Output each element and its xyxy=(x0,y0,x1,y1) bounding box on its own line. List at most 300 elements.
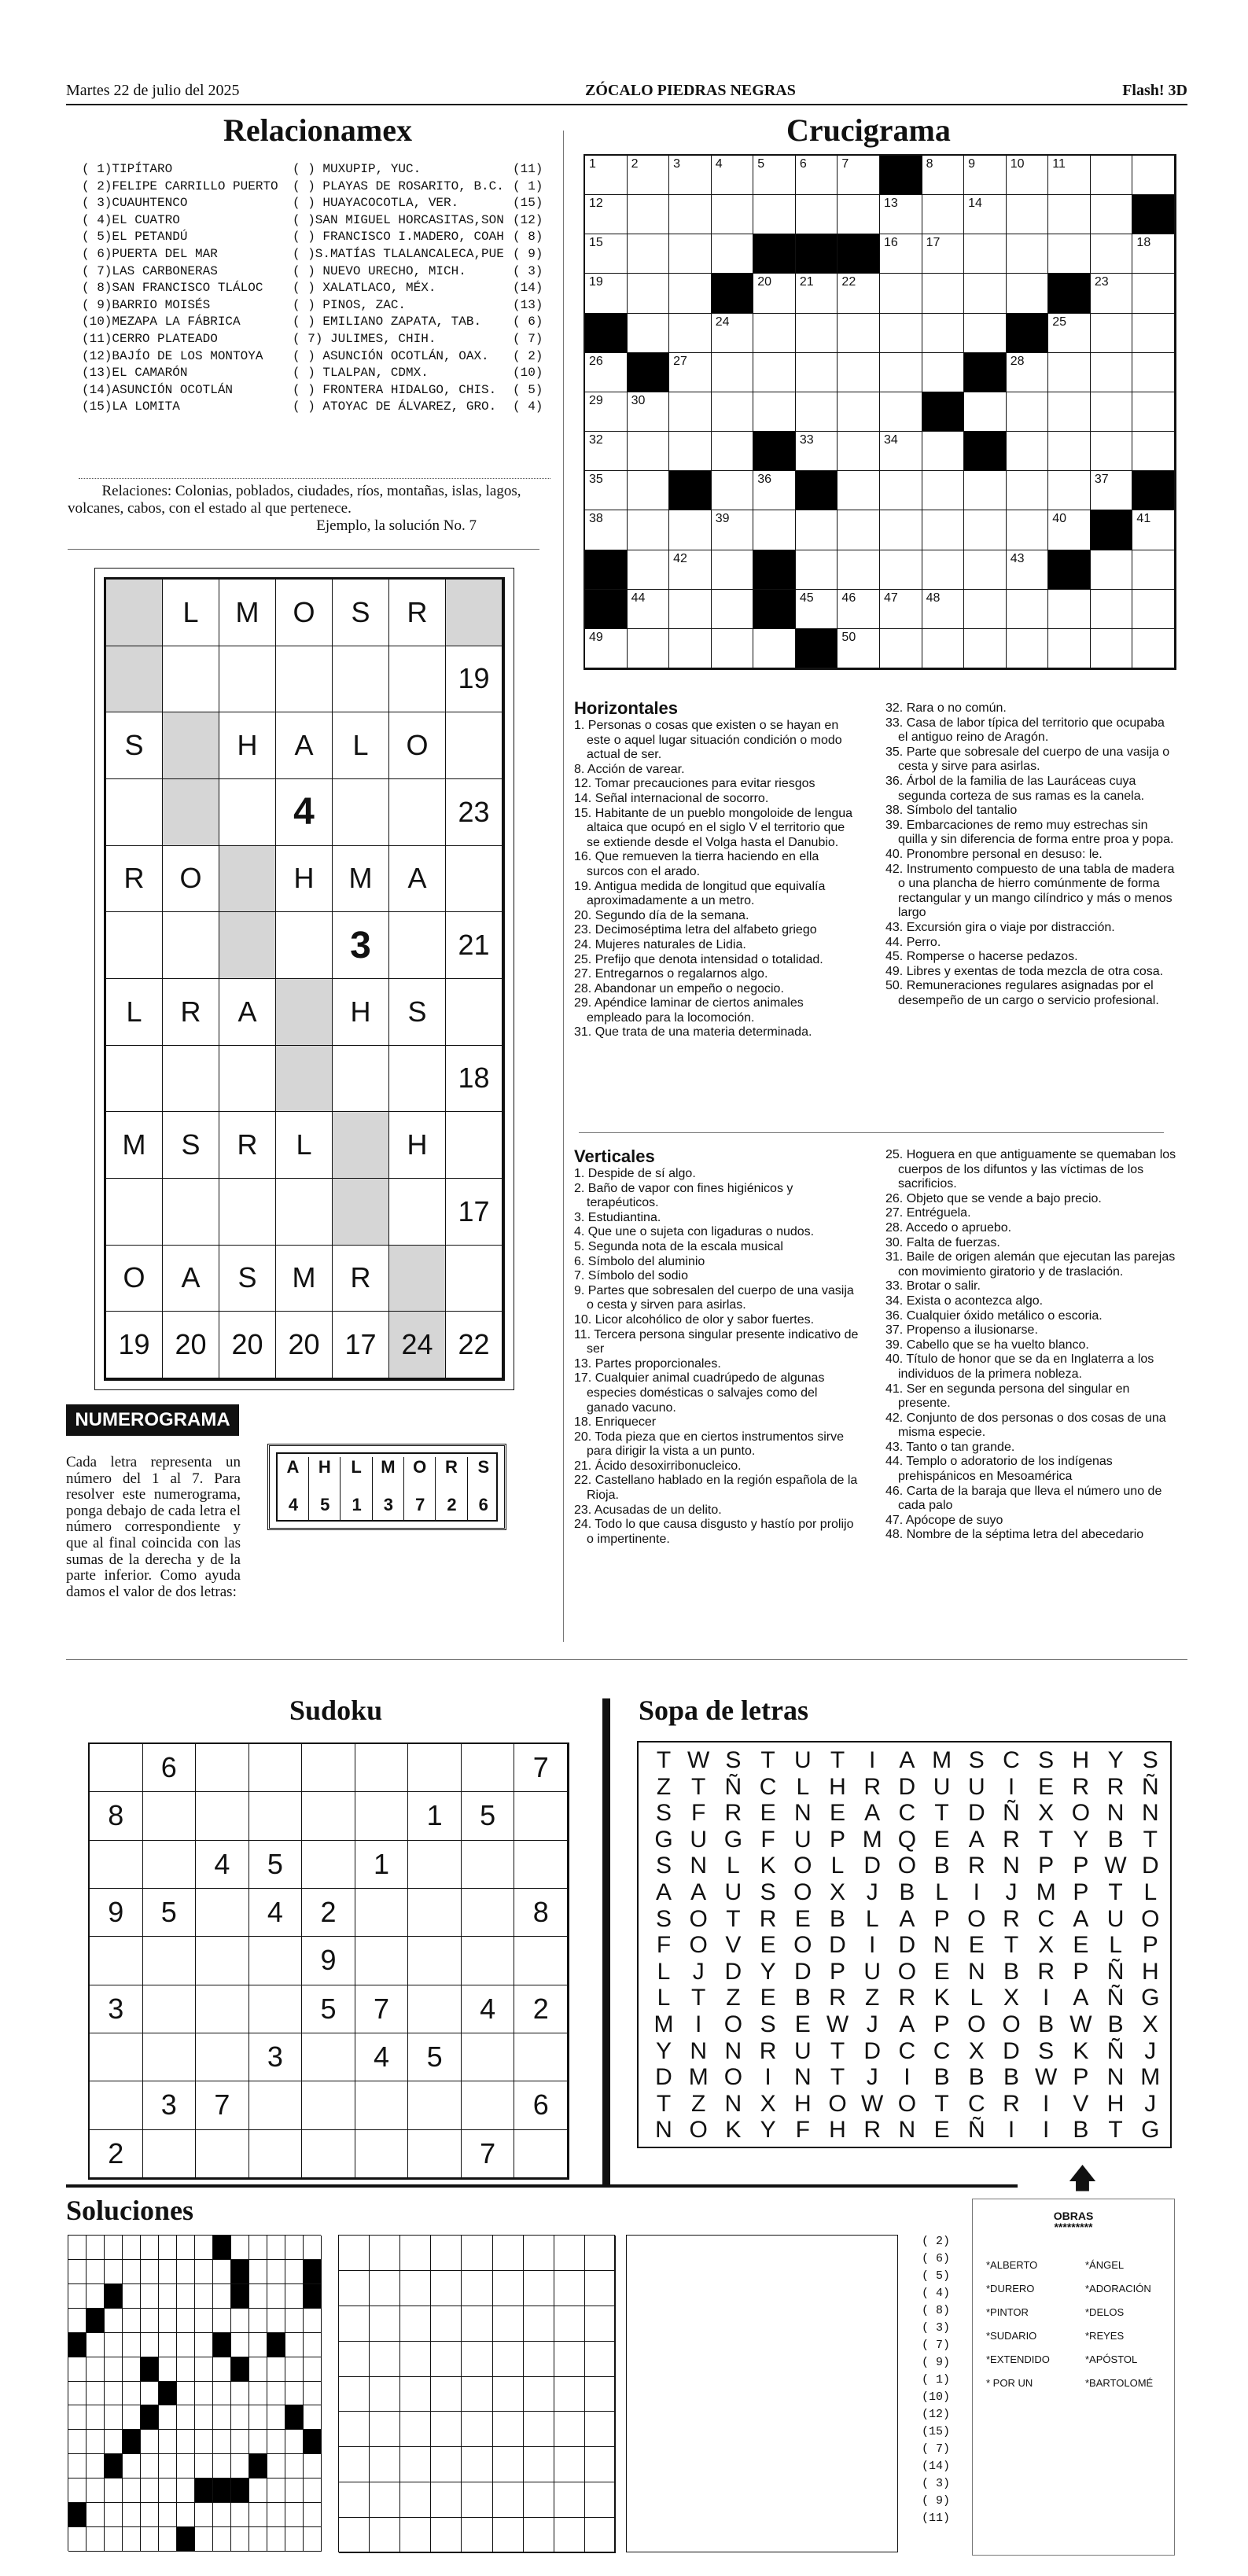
crossword-cell[interactable] xyxy=(1007,392,1049,432)
sudoku-cell[interactable] xyxy=(196,2033,249,2081)
wordsearch-letter[interactable]: X xyxy=(760,2090,776,2117)
wordsearch-letter[interactable]: I xyxy=(1043,2090,1050,2117)
wordsearch-letter[interactable]: L xyxy=(830,1853,845,1879)
wordsearch-letter[interactable]: C xyxy=(1037,1905,1055,1932)
wordsearch-letter[interactable]: U xyxy=(793,1826,812,1853)
wordsearch-letter[interactable]: U xyxy=(793,2037,812,2064)
numerograma-cell[interactable] xyxy=(219,1179,276,1246)
crossword-cell[interactable] xyxy=(628,471,670,510)
wordsearch-letter[interactable]: J xyxy=(1005,1879,1018,1905)
wordsearch-letter[interactable]: U xyxy=(690,1826,708,1853)
wordsearch-letter[interactable]: N xyxy=(967,1958,985,1985)
crossword-cell[interactable] xyxy=(585,392,628,432)
wordsearch-letter[interactable]: L xyxy=(1143,1879,1158,1905)
numerograma-cell[interactable] xyxy=(106,1179,163,1246)
crossword-cell[interactable] xyxy=(964,471,1007,510)
wordsearch-letter[interactable]: Ñ xyxy=(967,2117,985,2144)
crossword-cell[interactable] xyxy=(838,590,880,629)
wordsearch-letter[interactable]: D xyxy=(655,2064,672,2091)
wordsearch-letter[interactable]: S xyxy=(655,1905,672,1932)
crossword-cell[interactable] xyxy=(796,590,838,629)
wordsearch-letter[interactable]: B xyxy=(1038,2011,1055,2037)
crossword-cell[interactable] xyxy=(922,432,965,471)
crossword-cell[interactable] xyxy=(669,590,712,629)
wordsearch-letter[interactable]: A xyxy=(655,1879,672,1905)
wordsearch-letter[interactable]: R xyxy=(759,2037,777,2064)
crossword-cell[interactable] xyxy=(753,629,796,668)
wordsearch-letter[interactable]: K xyxy=(760,1853,776,1879)
sudoku-cell[interactable] xyxy=(302,2081,355,2129)
crossword-cell[interactable] xyxy=(669,234,712,274)
wordsearch-letter[interactable]: D xyxy=(829,1932,846,1959)
sudoku-cell[interactable] xyxy=(462,1937,515,1985)
wordsearch-letter[interactable]: K xyxy=(1073,2037,1089,2064)
crossword-cell[interactable] xyxy=(796,195,838,234)
crossword-cell[interactable] xyxy=(880,274,922,313)
wordsearch-letter[interactable]: N xyxy=(1003,1853,1020,1879)
sudoku-cell[interactable] xyxy=(514,1792,568,1840)
wordsearch-letter[interactable]: G xyxy=(723,1826,743,1853)
sudoku-cell[interactable] xyxy=(514,1937,568,1985)
wordsearch-letter[interactable]: R xyxy=(967,1853,985,1879)
wordsearch-letter[interactable]: X xyxy=(1003,1985,1019,2011)
wordsearch-letter[interactable]: Z xyxy=(656,1773,672,1800)
crossword-cell[interactable] xyxy=(669,432,712,471)
sudoku-cell[interactable] xyxy=(462,1889,515,1937)
wordsearch-letter[interactable]: L xyxy=(970,1985,984,2011)
sudoku-cell[interactable] xyxy=(355,1937,409,1985)
crossword-cell[interactable] xyxy=(628,234,670,274)
wordsearch-letter[interactable]: J xyxy=(866,1879,878,1905)
wordsearch-letter[interactable]: T xyxy=(830,2064,845,2091)
sudoku-cell[interactable] xyxy=(462,2033,515,2081)
wordsearch-letter[interactable]: A xyxy=(968,1826,985,1853)
wordsearch-letter[interactable]: X xyxy=(1038,1932,1055,1959)
sudoku-cell[interactable] xyxy=(355,1744,409,1792)
crossword-cell[interactable] xyxy=(922,353,965,392)
numerograma-cell[interactable] xyxy=(163,1046,219,1113)
wordsearch-letter[interactable]: O xyxy=(723,2064,743,2091)
wordsearch-letter[interactable]: P xyxy=(933,1905,950,1932)
wordsearch-letter[interactable]: O xyxy=(793,1932,812,1959)
crossword-cell[interactable] xyxy=(585,195,628,234)
wordsearch-letter[interactable]: G xyxy=(654,1826,673,1853)
crossword-cell[interactable] xyxy=(1007,274,1049,313)
wordsearch-letter[interactable]: T xyxy=(830,2037,845,2064)
wordsearch-letter[interactable]: W xyxy=(1035,2064,1058,2091)
wordsearch-letter[interactable]: I xyxy=(904,2064,911,2091)
crossword-cell[interactable] xyxy=(669,392,712,432)
wordsearch-letter[interactable]: I xyxy=(764,2064,771,2091)
crossword-cell[interactable] xyxy=(669,629,712,668)
crossword-cell[interactable] xyxy=(1132,550,1175,590)
wordsearch-letter[interactable]: A xyxy=(1073,1985,1089,2011)
wordsearch-letter[interactable]: T xyxy=(1039,1826,1054,1853)
wordsearch-letter[interactable]: T xyxy=(934,2090,949,2117)
wordsearch-letter[interactable]: T xyxy=(691,1985,706,2011)
crossword-cell[interactable] xyxy=(628,392,670,432)
crossword-cell[interactable] xyxy=(628,432,670,471)
wordsearch-letter[interactable]: T xyxy=(760,1747,775,1773)
wordsearch-letter[interactable]: T xyxy=(1143,1826,1158,1853)
crossword-cell[interactable] xyxy=(1091,314,1133,353)
sudoku-grid[interactable] xyxy=(88,1742,569,2180)
wordsearch-letter[interactable]: R xyxy=(1037,1958,1055,1985)
wordsearch-letter[interactable]: I xyxy=(1043,1985,1050,2011)
crossword-cell[interactable] xyxy=(669,353,712,392)
sudoku-cell[interactable] xyxy=(143,1792,197,1840)
wordsearch-letter[interactable]: O xyxy=(689,1905,708,1932)
numerograma-cell[interactable] xyxy=(389,1179,446,1246)
wordsearch-letter[interactable]: E xyxy=(829,1800,845,1827)
wordsearch-letter[interactable]: G xyxy=(1141,2117,1160,2144)
crossword-cell[interactable] xyxy=(1132,314,1175,353)
sudoku-cell[interactable] xyxy=(90,1937,143,1985)
crossword-cell[interactable] xyxy=(796,353,838,392)
wordsearch-letter[interactable]: D xyxy=(898,1932,916,1959)
sudoku-cell[interactable] xyxy=(90,2081,143,2129)
crossword-cell[interactable] xyxy=(796,314,838,353)
crossword-cell[interactable] xyxy=(880,550,922,590)
crossword-cell[interactable] xyxy=(712,353,754,392)
wordsearch-letter[interactable]: O xyxy=(897,2090,917,2117)
wordsearch-letter[interactable]: E xyxy=(760,1800,776,1827)
sudoku-cell[interactable] xyxy=(302,2033,355,2081)
wordsearch-letter[interactable]: O xyxy=(828,2090,847,2117)
crossword-cell[interactable] xyxy=(628,195,670,234)
crossword-cell[interactable] xyxy=(796,550,838,590)
crossword-cell[interactable] xyxy=(1048,314,1091,353)
numerograma-cell[interactable] xyxy=(389,1046,446,1113)
wordsearch-letter[interactable]: N xyxy=(690,2037,708,2064)
wordsearch-letter[interactable]: R xyxy=(759,1905,777,1932)
wordsearch-letter[interactable]: O xyxy=(793,1853,812,1879)
wordsearch-letter[interactable]: C xyxy=(967,2090,985,2117)
wordsearch-letter[interactable]: J xyxy=(866,2011,878,2037)
crossword-cell[interactable] xyxy=(964,629,1007,668)
crossword-cell[interactable] xyxy=(838,195,880,234)
crossword-cell[interactable] xyxy=(712,550,754,590)
sudoku-cell[interactable] xyxy=(196,1937,249,1985)
wordsearch-letter[interactable]: E xyxy=(794,1905,811,1932)
sudoku-cell[interactable] xyxy=(196,1792,249,1840)
wordsearch-letter[interactable]: S xyxy=(655,1800,672,1827)
wordsearch-letter[interactable]: T xyxy=(1108,2117,1123,2144)
sudoku-cell[interactable] xyxy=(249,2130,303,2178)
wordsearch-letter[interactable]: S xyxy=(760,2011,776,2037)
wordsearch-letter[interactable]: E xyxy=(1038,1773,1055,1800)
crossword-grid[interactable] xyxy=(584,154,1176,670)
wordsearch-letter[interactable]: O xyxy=(897,1958,917,1985)
wordsearch-letter[interactable]: U xyxy=(967,1773,985,1800)
wordsearch-letter[interactable]: D xyxy=(1003,2037,1020,2064)
crossword-cell[interactable] xyxy=(628,629,670,668)
wordsearch-letter[interactable]: N xyxy=(898,2117,916,2144)
numerograma-cell[interactable] xyxy=(276,646,333,713)
crossword-cell[interactable] xyxy=(838,432,880,471)
sudoku-cell[interactable] xyxy=(302,1744,355,1792)
wordsearch-letter[interactable]: O xyxy=(1002,2011,1021,2037)
crossword-cell[interactable] xyxy=(1132,234,1175,274)
crossword-cell[interactable] xyxy=(1007,432,1049,471)
crossword-cell[interactable] xyxy=(1048,156,1091,195)
wordsearch-letter[interactable]: B xyxy=(1107,2011,1124,2037)
wordsearch-letter[interactable]: P xyxy=(1073,2064,1089,2091)
wordsearch-letter[interactable]: X xyxy=(1142,2011,1158,2037)
crossword-cell[interactable] xyxy=(922,274,965,313)
crossword-cell[interactable] xyxy=(1048,629,1091,668)
sudoku-cell[interactable] xyxy=(408,1841,462,1889)
wordsearch-letter[interactable]: B xyxy=(1073,2117,1089,2144)
crossword-cell[interactable] xyxy=(1091,156,1133,195)
wordsearch-letter[interactable]: V xyxy=(725,1932,742,1959)
crossword-cell[interactable] xyxy=(628,510,670,550)
wordsearch-letter[interactable]: S xyxy=(1142,1747,1158,1773)
sudoku-cell[interactable] xyxy=(514,2130,568,2178)
wordsearch-letter[interactable]: L xyxy=(865,1905,879,1932)
numerograma-cell[interactable] xyxy=(163,912,219,979)
wordsearch-letter[interactable]: U xyxy=(1106,1905,1125,1932)
crossword-cell[interactable] xyxy=(1132,432,1175,471)
wordsearch-letter[interactable]: B xyxy=(794,1985,811,2011)
wordsearch-letter[interactable]: W xyxy=(826,2011,849,2037)
crossword-cell[interactable] xyxy=(1007,629,1049,668)
numerograma-cell[interactable] xyxy=(219,646,276,713)
crossword-cell[interactable] xyxy=(838,353,880,392)
wordsearch-letter[interactable]: D xyxy=(863,2037,882,2064)
wordsearch-letter[interactable]: R xyxy=(863,2117,882,2144)
wordsearch-letter[interactable]: E xyxy=(933,1958,950,1985)
crossword-cell[interactable] xyxy=(585,510,628,550)
wordsearch-letter[interactable]: K xyxy=(725,2117,742,2144)
crossword-cell[interactable] xyxy=(1132,629,1175,668)
wordsearch-letter[interactable]: H xyxy=(1141,1958,1159,1985)
numerograma-cell[interactable] xyxy=(333,646,389,713)
wordsearch-letter[interactable]: P xyxy=(1038,1853,1055,1879)
wordsearch-letter[interactable]: E xyxy=(933,1826,950,1853)
wordsearch-letter[interactable]: T xyxy=(726,1905,741,1932)
wordsearch-letter[interactable]: H xyxy=(1072,1747,1090,1773)
wordsearch-letter[interactable]: F xyxy=(691,1800,706,1827)
wordsearch-letter[interactable]: D xyxy=(898,1773,916,1800)
crossword-cell[interactable] xyxy=(712,510,754,550)
wordsearch-letter[interactable]: E xyxy=(933,2117,950,2144)
sudoku-cell[interactable] xyxy=(249,1792,303,1840)
crossword-cell[interactable] xyxy=(1007,510,1049,550)
crossword-cell[interactable] xyxy=(880,510,922,550)
crossword-cell[interactable] xyxy=(1048,590,1091,629)
wordsearch-letter[interactable]: I xyxy=(973,1879,980,1905)
sudoku-cell[interactable] xyxy=(355,2081,409,2129)
wordsearch-letter[interactable]: U xyxy=(933,1773,951,1800)
crossword-cell[interactable] xyxy=(1048,392,1091,432)
crossword-cell[interactable] xyxy=(964,195,1007,234)
numerograma-cell[interactable] xyxy=(219,1046,276,1113)
crossword-cell[interactable] xyxy=(1132,156,1175,195)
crossword-cell[interactable] xyxy=(585,353,628,392)
wordsearch-letter[interactable]: E xyxy=(968,1932,985,1959)
wordsearch-letter[interactable]: I xyxy=(695,2011,702,2037)
wordsearch-letter[interactable]: R xyxy=(1003,2090,1020,2117)
wordsearch-letter[interactable]: S xyxy=(725,1747,742,1773)
sudoku-cell[interactable] xyxy=(355,2130,409,2178)
numerograma-grid[interactable] xyxy=(104,577,505,1381)
wordsearch-letter[interactable]: N xyxy=(655,2117,672,2144)
crossword-cell[interactable] xyxy=(964,550,1007,590)
wordsearch-letter[interactable]: L xyxy=(727,1853,740,1879)
crossword-cell[interactable] xyxy=(753,195,796,234)
crossword-cell[interactable] xyxy=(838,156,880,195)
wordsearch-letter[interactable]: X xyxy=(1038,1800,1055,1827)
crossword-cell[interactable] xyxy=(796,392,838,432)
sudoku-cell[interactable] xyxy=(408,1985,462,2033)
numerograma-cell[interactable] xyxy=(333,1046,389,1113)
crossword-cell[interactable] xyxy=(796,156,838,195)
wordsearch-letter[interactable]: Y xyxy=(1073,1826,1089,1853)
crossword-cell[interactable] xyxy=(669,510,712,550)
crossword-cell[interactable] xyxy=(838,550,880,590)
crossword-cell[interactable] xyxy=(1132,510,1175,550)
wordsearch-letter[interactable]: Ñ xyxy=(1106,1958,1125,1985)
crossword-cell[interactable] xyxy=(712,234,754,274)
crossword-cell[interactable] xyxy=(880,629,922,668)
crossword-cell[interactable] xyxy=(1132,590,1175,629)
crossword-cell[interactable] xyxy=(669,274,712,313)
sudoku-cell[interactable] xyxy=(249,2081,303,2129)
wordsearch-letter[interactable]: R xyxy=(1003,1905,1020,1932)
wordsearch-letter[interactable]: B xyxy=(933,2064,950,2091)
wordsearch-letter[interactable]: Z xyxy=(691,2090,706,2117)
wordsearch-letter[interactable]: R xyxy=(898,1985,916,2011)
wordsearch-letter[interactable]: H xyxy=(1106,2090,1125,2117)
crossword-cell[interactable] xyxy=(838,392,880,432)
crossword-cell[interactable] xyxy=(669,314,712,353)
wordsearch-letter[interactable]: O xyxy=(897,1853,917,1879)
crossword-cell[interactable] xyxy=(753,274,796,313)
wordsearch-letter[interactable]: Q xyxy=(897,1826,917,1853)
crossword-cell[interactable] xyxy=(838,471,880,510)
numerograma-cell[interactable] xyxy=(106,912,163,979)
wordsearch-letter[interactable]: O xyxy=(689,1932,708,1959)
numerograma-cell[interactable] xyxy=(389,646,446,713)
sudoku-cell[interactable] xyxy=(90,2033,143,2081)
wordsearch-letter[interactable]: R xyxy=(1106,1773,1125,1800)
crossword-cell[interactable] xyxy=(1007,353,1049,392)
wordsearch-letter[interactable]: Y xyxy=(760,1958,776,1985)
numerograma-cell[interactable] xyxy=(446,1246,503,1312)
wordsearch-letter[interactable]: O xyxy=(1071,1800,1091,1827)
numerograma-cell[interactable] xyxy=(219,779,276,846)
crossword-cell[interactable] xyxy=(585,234,628,274)
wordsearch-letter[interactable]: I xyxy=(869,1932,876,1959)
crossword-cell[interactable] xyxy=(838,314,880,353)
wordsearch-letter[interactable]: L xyxy=(657,1985,671,2011)
wordsearch-letter[interactable]: U xyxy=(724,1879,742,1905)
crossword-cell[interactable] xyxy=(669,195,712,234)
wordsearch-letter[interactable]: Ñ xyxy=(1106,1985,1125,2011)
wordsearch-letter[interactable]: T xyxy=(1108,1879,1123,1905)
wordsearch-letter[interactable]: V xyxy=(1073,2090,1089,2117)
wordsearch-letter[interactable]: J xyxy=(1144,2090,1157,2117)
wordsearch-letter[interactable]: D xyxy=(724,1958,742,1985)
crossword-cell[interactable] xyxy=(1091,195,1133,234)
crossword-cell[interactable] xyxy=(838,274,880,313)
wordsearch-letter[interactable]: O xyxy=(793,1879,812,1905)
crossword-cell[interactable] xyxy=(628,314,670,353)
crossword-cell[interactable] xyxy=(1007,590,1049,629)
sudoku-cell[interactable] xyxy=(462,2081,515,2129)
crossword-cell[interactable] xyxy=(1007,234,1049,274)
wordsearch-letter[interactable]: G xyxy=(1141,1985,1160,2011)
crossword-cell[interactable] xyxy=(880,234,922,274)
crossword-cell[interactable] xyxy=(753,510,796,550)
wordsearch-letter[interactable]: M xyxy=(688,2064,709,2091)
wordsearch-letter[interactable]: X xyxy=(829,1879,845,1905)
wordsearch-letter[interactable]: B xyxy=(899,1879,915,1905)
sudoku-cell[interactable] xyxy=(302,1841,355,1889)
crossword-cell[interactable] xyxy=(1007,156,1049,195)
wordsearch-letter[interactable]: Y xyxy=(655,2037,672,2064)
crossword-cell[interactable] xyxy=(922,234,965,274)
wordsearch-letter[interactable]: O xyxy=(967,2011,986,2037)
wordsearch-letter[interactable]: Ñ xyxy=(1106,2037,1125,2064)
wordsearch-letter[interactable]: A xyxy=(899,1747,915,1773)
crossword-cell[interactable] xyxy=(880,195,922,234)
sudoku-cell[interactable] xyxy=(408,2130,462,2178)
wordsearch-letter[interactable]: Ñ xyxy=(1003,1800,1020,1827)
wordsearch-letter[interactable]: N xyxy=(933,1932,951,1959)
wordsearch-grid[interactable] xyxy=(637,1741,1172,2148)
sudoku-cell[interactable] xyxy=(143,1985,197,2033)
numerograma-cell[interactable] xyxy=(389,912,446,979)
crossword-cell[interactable] xyxy=(838,510,880,550)
wordsearch-letter[interactable]: M xyxy=(1140,2064,1161,2091)
wordsearch-letter[interactable]: C xyxy=(898,2037,916,2064)
crossword-cell[interactable] xyxy=(1048,471,1091,510)
wordsearch-letter[interactable]: M xyxy=(1036,1879,1056,1905)
wordsearch-letter[interactable]: R xyxy=(724,1800,742,1827)
wordsearch-letter[interactable]: C xyxy=(933,2037,951,2064)
sudoku-cell[interactable] xyxy=(143,2130,197,2178)
sudoku-cell[interactable] xyxy=(302,1792,355,1840)
crossword-cell[interactable] xyxy=(1048,195,1091,234)
wordsearch-letter[interactable]: I xyxy=(869,1747,876,1773)
crossword-cell[interactable] xyxy=(753,156,796,195)
crossword-cell[interactable] xyxy=(964,510,1007,550)
crossword-cell[interactable] xyxy=(1091,471,1133,510)
wordsearch-letter[interactable]: O xyxy=(1141,1905,1160,1932)
sudoku-cell[interactable] xyxy=(408,2081,462,2129)
numerograma-cell[interactable] xyxy=(276,912,333,979)
sudoku-cell[interactable] xyxy=(143,1937,197,1985)
wordsearch-letter[interactable]: C xyxy=(759,1773,777,1800)
wordsearch-letter[interactable]: D xyxy=(967,1800,985,1827)
wordsearch-letter[interactable]: H xyxy=(793,2090,812,2117)
wordsearch-letter[interactable]: A xyxy=(899,2011,915,2037)
crossword-cell[interactable] xyxy=(669,550,712,590)
numerograma-cell[interactable] xyxy=(333,779,389,846)
wordsearch-letter[interactable]: Y xyxy=(760,2117,776,2144)
sudoku-cell[interactable] xyxy=(143,2033,197,2081)
wordsearch-letter[interactable]: D xyxy=(1141,1853,1159,1879)
wordsearch-letter[interactable]: K xyxy=(933,1985,950,2011)
crossword-cell[interactable] xyxy=(1091,392,1133,432)
sudoku-cell[interactable] xyxy=(355,1889,409,1937)
sudoku-cell[interactable] xyxy=(196,1744,249,1792)
crossword-cell[interactable] xyxy=(1091,590,1133,629)
crossword-cell[interactable] xyxy=(880,392,922,432)
wordsearch-letter[interactable]: J xyxy=(1144,2037,1157,2064)
